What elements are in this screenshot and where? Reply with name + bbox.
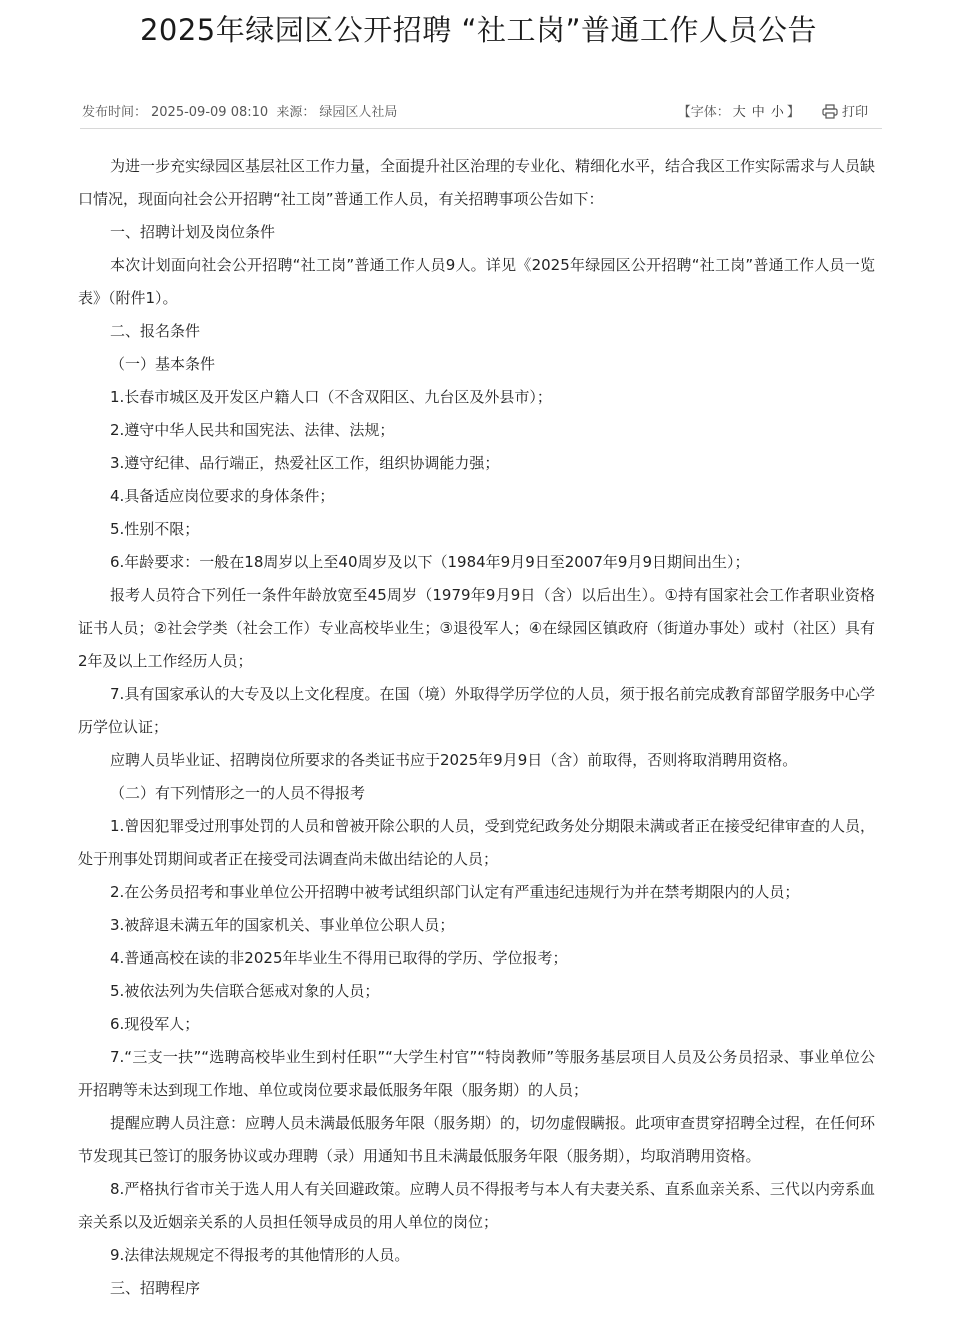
list-item: 3.被辞退未满五年的国家机关、事业单位公职人员； — [110, 916, 455, 934]
header-divider — [80, 128, 882, 129]
publish-time: 2025-09-09 08:10 — [151, 105, 269, 120]
list-item: 5.性别不限； — [110, 520, 200, 538]
section-heading: 一、招聘计划及岗位条件 — [110, 223, 276, 241]
list-item: 4.普通高校在读的非2025年毕业生不得用已取得的学历、学位报考； — [110, 949, 568, 967]
list-item: 2.遵守中华人民共和国宪法、法律、法规； — [110, 421, 395, 439]
font-size-suffix: 】 — [786, 105, 800, 120]
font-size-selector — [678, 105, 804, 120]
publish-info — [82, 102, 401, 124]
paragraph: 应聘人员毕业证、招聘岗位所要求的各类证书应于2025年9月9日（含）前取得，否则将取消聘用资格。 — [110, 751, 798, 769]
source-value: 绿园区人社局 — [319, 105, 398, 120]
subsection-heading: （一）基本条件 — [110, 355, 216, 373]
font-size-large-button[interactable]: 大 — [732, 105, 746, 120]
list-item: 9.法律法规规定不得报考的其他情形的人员。 — [110, 1246, 410, 1264]
font-size-small-button[interactable]: 小 — [770, 105, 784, 120]
publish-label: 发布时间： — [82, 105, 148, 120]
list-item: 6.现役军人； — [110, 1015, 200, 1033]
list-item: 7.“三支一扶”“选聘高校毕业生到村任职”“大学生村官”“特岗教师”等服务基层项目人员及公务员招录、事业单位公开招聘等未达到现工作地、单位或岗位要求最低服务年限（服务期）的人员； — [78, 1048, 875, 1099]
list-item: 7.具有国家承认的大专及以上文化程度。在国（境）外取得学历学位的人员，须于报名前完成教育部留学服务中心学历学位认证； — [78, 685, 875, 736]
section-heading: 二、报名条件 — [110, 322, 201, 340]
article-tools — [678, 102, 868, 124]
list-item: 5.被依法列为失信联合惩戒对象的人员； — [110, 982, 380, 1000]
font-size-medium-button[interactable]: 中 — [751, 105, 765, 120]
paragraph: 报考人员符合下列任一条件年龄放宽至45周岁（1979年9月9日（含）以后出生）。①持有国家社会工作者职业资格证书人员；②社会学类（社会工作）专业高校毕业生；③退役军人；④在绿园区镇政府（街道办事处）或村（社区）具有2年及以上工作经历人员； — [78, 586, 875, 670]
list-item: 8.严格执行省市关于选人用人有关回避政策。应聘人员不得报考与本人有夫妻关系、直系血亲关系、三代以内旁系血亲关系以及近姻亲关系的人员担任领导成员的用人单位的岗位； — [78, 1180, 875, 1231]
source-label: 来源： — [276, 105, 316, 120]
paragraph: 本次计划面向社会公开招聘“社工岗”普通工作人员9人。详见《2025年绿园区公开招聘“社工岗”普通工作人员一览表》（附件1）。 — [78, 256, 875, 307]
list-item: 4.具备适应岗位要求的身体条件； — [110, 487, 335, 505]
print-button[interactable] — [822, 105, 868, 120]
list-item: 6.年龄要求：一般在18周岁以上至40周岁及以下（1984年9月9日至2007年9月9日期间出生）； — [110, 553, 750, 571]
list-item: 3.遵守纪律、品行端正，热爱社区工作，组织协调能力强； — [110, 454, 500, 472]
section-heading: 三、招聘程序 — [110, 1279, 201, 1297]
paragraph: 提醒应聘人员注意：应聘人员未满最低服务年限（服务期）的，切勿虚假瞒报。此项审查贯穿招聘全过程，在任何环节发现其已签订的服务协议或办理聘（录）用通知书且未满最低服务年限（服务期），均取消聘用资格。 — [78, 1114, 876, 1165]
subsection-heading: （二）有下列情形之一的人员不得报考 — [110, 784, 366, 802]
print-label: 打印 — [841, 105, 868, 120]
font-size-prefix: 【字体： — [677, 105, 730, 120]
article-meta — [80, 102, 882, 126]
paragraph: 为进一步充实绿园区基层社区工作力量，全面提升社区治理的专业化、精细化水平，结合我区工作实际需求与人员缺口情况，现面向社会公开招聘“社工岗”普通工作人员，有关招聘事项公告如下： — [78, 157, 876, 208]
list-item: 1.曾因犯罪受过刑事处罚的人员和曾被开除公职的人员，受到党纪政务处分期限未满或者正在接受纪律审查的人员，处于刑事处罚期间或者正在接受司法调查尚未做出结论的人员； — [78, 817, 875, 868]
article-title: 2025年绿园区公开招聘 “社工岗”普通工作人员公告 — [139, 13, 818, 47]
list-item: 1.长春市城区及开发区户籍人口（不含双阳区、九台区及外县市）； — [110, 388, 552, 406]
article-body — [78, 150, 875, 1305]
list-item: 2.在公务员招考和事业单位公开招聘中被考试组织部门认定有严重违纪违规行为并在禁考期限内的人员； — [110, 883, 800, 901]
printer-icon — [822, 104, 838, 119]
